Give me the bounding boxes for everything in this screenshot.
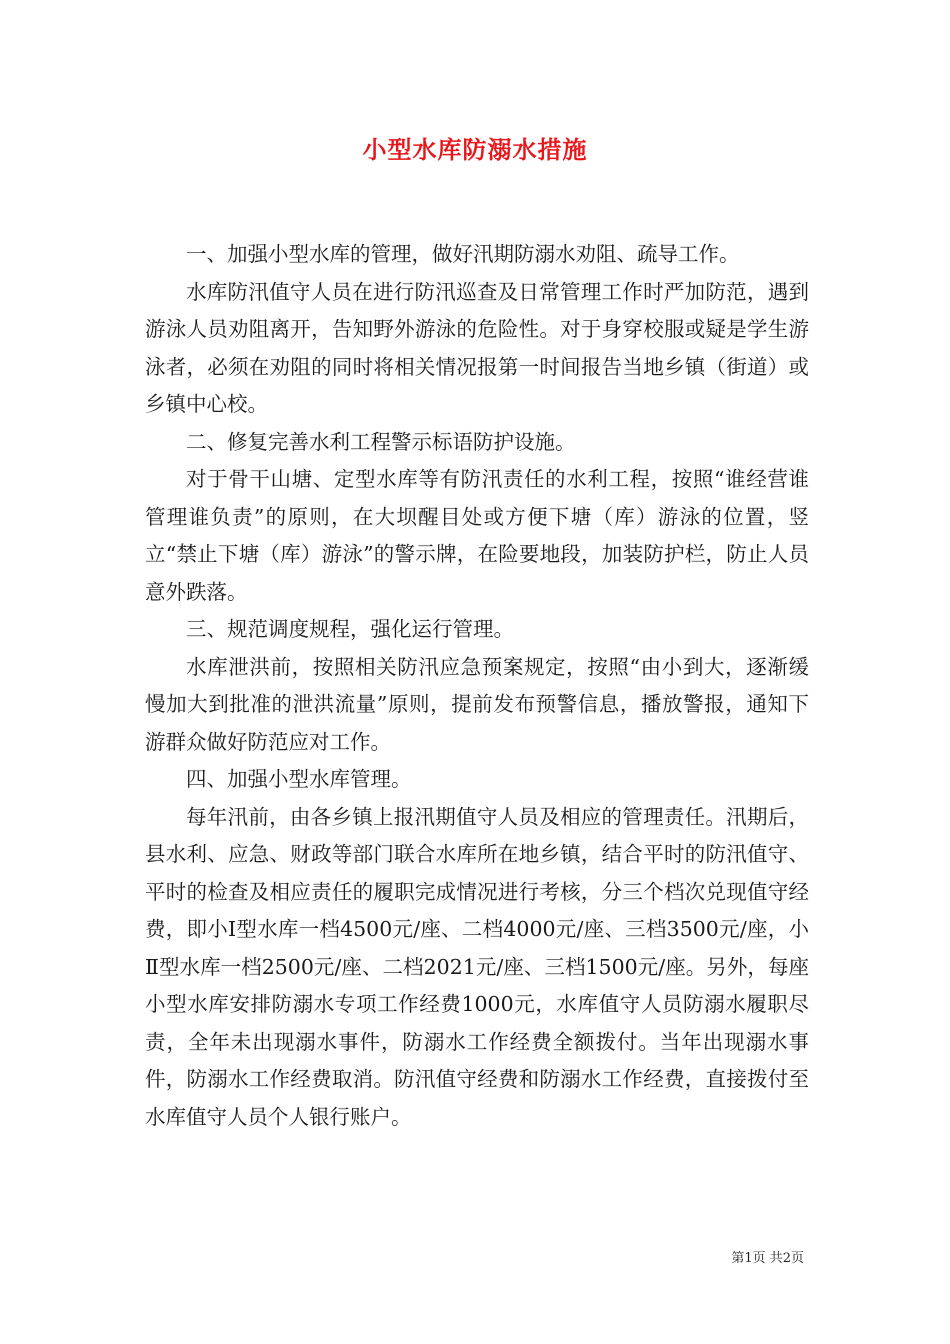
- document-body: [145, 236, 809, 1136]
- section-heading-2: 二、修复完善水利工程警示标语防护设施。: [186, 429, 576, 454]
- section-heading-1: 一、加强小型水库的管理，做好汛期防溺水劝阻、疏导工作。: [186, 242, 740, 266]
- paragraph-2: 对于骨干山塘、定型水库等有防汛责任的水利工程，按照“谁经营谁管理谁负责”的原则，在大坝醒目处或方便下塘（库）游泳的位置，竖立“禁止下塘（库）游泳”的警示牌，在险要地段，加装防护栏，防止人员意外跌落。: [145, 467, 809, 604]
- document-title: 小型水库防溺水措施: [362, 135, 588, 164]
- section-heading-3: 三、规范调度规程，强化运行管理。: [186, 617, 514, 641]
- paragraph-4: 每年汛前，由各乡镇上报汛期值守人员及相应的管理责任。汛期后，县水利、应急、财政等部门联合水库所在地乡镇，结合平时的防汛值守、平时的检查及相应责任的履职完成情况进行考核，分三个档次兑现值守经费，即小Ⅰ型水库一档4500元/座、二档4000元/座、三档3500元/座，小Ⅱ型水库一档2500元/座、二档2021元/座、三档1500元/座。另外，每座小型水库安排防溺水专项工作经费1000元，水库值守人员防溺水履职尽责，全年未出现溺水事件，防溺水工作经费全额拨付。当年出现溺水事件，防溺水工作经费取消。防汛值守经费和防溺水工作经费，直接拨付至水库值守人员个人银行账户。: [145, 804, 809, 1129]
- page-number-footer: 第1页 共2页: [731, 1251, 804, 1266]
- section-heading-4: 四、加强小型水库管理。: [186, 767, 412, 791]
- paragraph-1: 水库防汛值守人员在进行防汛巡查及日常管理工作时严加防范，遇到游泳人员劝阻离开，告知野外游泳的危险性。对于身穿校服或疑是学生游泳者，必须在劝阻的同时将相关情况报第一时间报告当地乡镇（街道）或乡镇中心校。: [145, 279, 809, 416]
- paragraph-3: 水库泄洪前，按照相关防汛应急预案规定，按照“由小到大，逐渐缓慢加大到批准的泄洪流量”原则，提前发布预警信息，播放警报，通知下游群众做好防范应对工作。: [145, 654, 809, 754]
